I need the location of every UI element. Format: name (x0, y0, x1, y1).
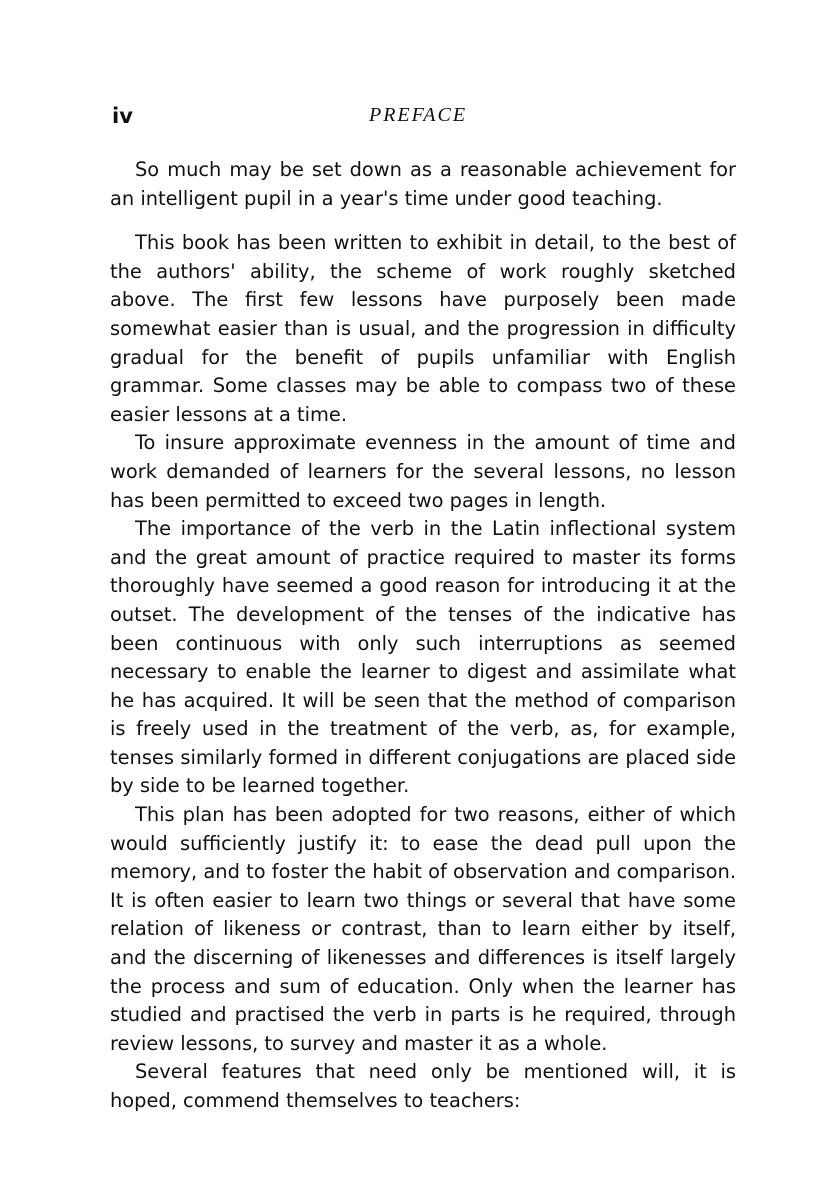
paragraph-verb-importance: The importance of the verb in the Latin inflectional system and the great amount of practice required to master its forms thoroughly have seemed a good reason for introducing it at the outset. The development of the tenses of the indicative has been continuous with only such interruptions as seemed necessary to enable the learner to digest and assimilate what he has acquired. It will be seen that the method of comparison is freely used in the treatment of the verb, as, for example, tenses similarly formed in different conjugations are placed side by side to be learned together. (110, 517, 736, 798)
page-header (112, 104, 732, 134)
running-head: PREFACE (369, 104, 468, 126)
paragraph-evenness: To insure approximate evenness in the amount of time and work demanded of learners for the several lessons, no lesson has been permitted to exceed two pages in length. (110, 431, 736, 512)
paragraph-features: Several features that need only be mentioned will, it is hoped, commend themselves to teachers: (110, 1060, 736, 1112)
body-text (110, 156, 736, 1116)
page-number: iv (112, 104, 133, 128)
paragraph-scheme: This book has been written to exhibit in detail, to the best of the authors' ability, the scheme of work roughly sketched above. The first few lessons have purposely been made somewhat easier than is usual, and the progression in difficulty gradual for the benefit of pupils unfamiliar with English grammar. Some classes may be able to compass two of these easier lessons at a time. (110, 231, 736, 426)
paragraph-achievement: So much may be set down as a reasonable achievement for an intelligent pupil in a year's time under good teaching. (110, 158, 736, 210)
paragraph-plan-reasons: This plan has been adopted for two reasons, either of which would sufficiently justify it: to ease the dead pull upon the memory, and to foster the habit of observation and comparison. It is often easier to learn two things or several that have some relation of likeness or contrast, than to learn either by itself, and the discerning of likenesses and differences is itself largely the process and sum of education. Only when the learner has studied and practised the verb in parts is he required, through review lessons, to survey and master it as a whole. (110, 803, 736, 1055)
